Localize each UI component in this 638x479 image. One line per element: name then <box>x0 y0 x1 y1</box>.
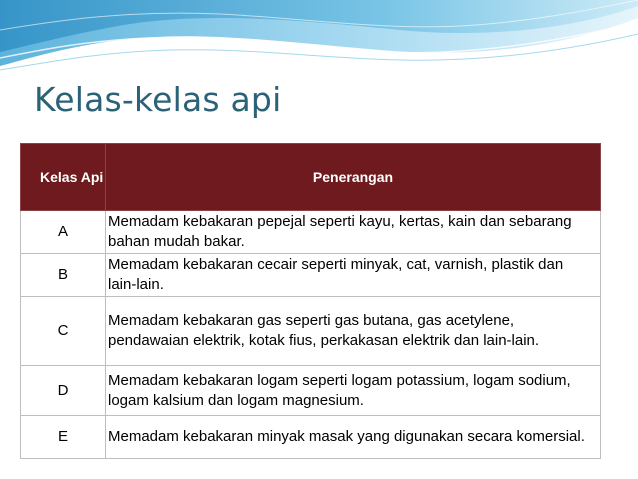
table-row <box>21 211 601 254</box>
table-row <box>21 297 601 366</box>
table-header-row <box>21 144 601 211</box>
cell-penerangan: Memadam kebakaran pepejal seperti kayu, kertas, kain dan sebarang bahan mudah bakar. <box>106 211 601 254</box>
table-row <box>21 416 601 459</box>
cell-penerangan: Memadam kebakaran gas seperti gas butana, gas acetylene, pendawaian elektrik, kotak fius, perkakasan elektrik dan lain-lain. <box>106 297 601 366</box>
table-row <box>21 366 601 416</box>
cell-kelas: A <box>21 211 106 254</box>
header-penerangan: Penerangan <box>106 144 601 211</box>
table-row <box>21 254 601 297</box>
cell-kelas: E <box>21 416 106 459</box>
cell-penerangan: Memadam kebakaran cecair seperti minyak, cat, varnish, plastik dan lain-lain. <box>106 254 601 297</box>
cell-kelas: C <box>21 297 106 366</box>
fire-classes-table <box>20 143 601 459</box>
header-wave-decoration <box>0 0 638 80</box>
header-kelas-api: Kelas Api <box>21 144 106 211</box>
cell-kelas: D <box>21 366 106 416</box>
cell-penerangan: Memadam kebakaran logam seperti logam potassium, logam sodium, logam kalsium dan logam magnesium. <box>106 366 601 416</box>
cell-kelas: B <box>21 254 106 297</box>
cell-penerangan: Memadam kebakaran minyak masak yang digunakan secara komersial. <box>106 416 601 459</box>
slide-title: Kelas-kelas api <box>34 80 282 119</box>
